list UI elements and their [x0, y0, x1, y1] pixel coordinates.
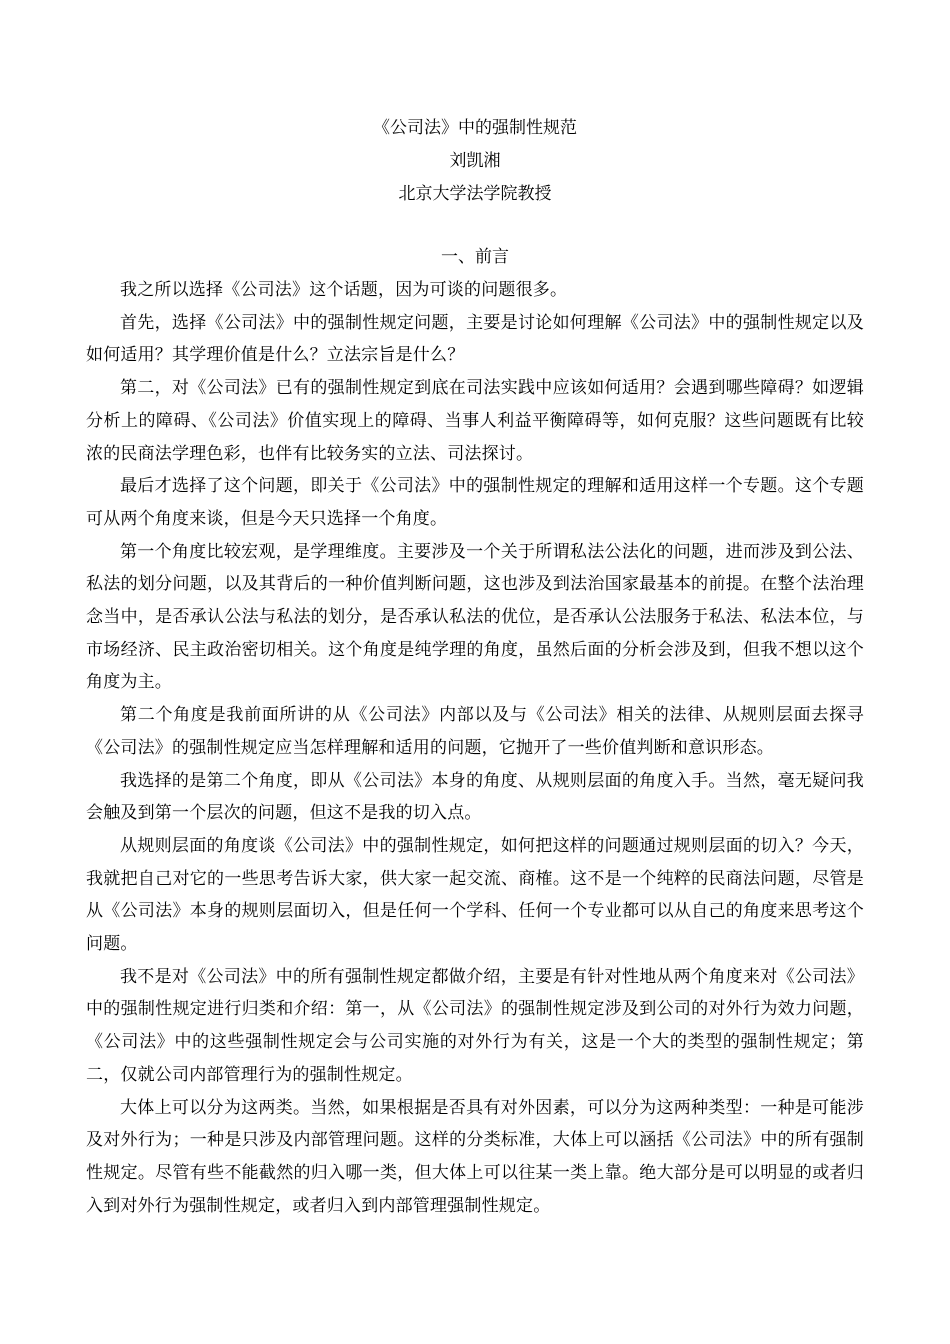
section-heading: 一、前言 — [441, 247, 509, 267]
paragraph: 从规则层面的角度谈《公司法》中的强制性规定，如何把这样的问题通过规则层面的切入？今天，我就把自己对它的一些思考告诉大家，供大家一起交流、商榷。这不是一个纯粹的民商法问题，尽管是从《公司法》本身的规则层面切入，但是任何一个学科、任何一个专业都可以从自己的角度来思考这个问题。 — [86, 835, 864, 955]
paragraph: 最后才选择了这个问题，即关于《公司法》中的强制性规定的理解和适用这样一个专题。这个专题可从两个角度来谈，但是今天只选择一个角度。 — [86, 476, 864, 529]
paragraph: 第二个角度是我前面所讲的从《公司法》内部以及与《公司法》相关的法律、从规则层面去探寻《公司法》的强制性规定应当怎样理解和适用的问题，它抛开了一些价值判断和意识形态。 — [86, 705, 864, 758]
paragraph: 第二，对《公司法》已有的强制性规定到底在司法实践中应该如何适用？会遇到哪些障碍？如逻辑分析上的障碍、《公司法》价值实现上的障碍、当事人利益平衡障碍等，如何克服？这些问题既有比较浓的民商法学理色彩，也伴有比较务实的立法、司法探讨。 — [86, 378, 864, 464]
paragraph: 第一个角度比较宏观，是学理维度。主要涉及一个关于所谓私法公法化的问题，进而涉及到公法、私法的划分问题，以及其背后的一种价值判断问题，这也涉及到法治国家最基本的前提。在整个法治理念当中，是否承认公法与私法的划分，是否承认私法的优位，是否承认公法服务于私法、私法本位，与市场经济、民主政治密切相关。这个角度是纯学理的角度，虽然后面的分析会涉及到，但我不想以这个角度为主。 — [86, 541, 864, 693]
paragraph: 首先，选择《公司法》中的强制性规定问题，主要是讨论如何理解《公司法》中的强制性规定以及如何适用？其学理价值是什么？立法宗旨是什么？ — [86, 312, 864, 366]
author-affiliation: 北京大学法学院教授 — [398, 184, 552, 204]
paragraph: 我之所以选择《公司法》这个话题，因为可谈的问题很多。 — [120, 280, 568, 300]
paragraph: 大体上可以分为这两类。当然，如果根据是否具有对外因素，可以分为这两种类型：一种是可能涉及对外行为；一种是只涉及内部管理问题。这样的分类标准，大体上可以涵括《公司法》中的所有强制性规定。尽管有些不能截然的归入哪一类，但大体上可以往某一类上靠。绝大部分是可以明显的或者归入到对外行为强制性规定，或者归入到内部管理强制性规定。 — [86, 1097, 864, 1216]
document-page — [86, 112, 864, 1222]
author-name: 刘凯湘 — [449, 151, 501, 171]
document-title: 《公司法》中的强制性规范 — [373, 118, 577, 138]
paragraph: 我选择的是第二个角度，即从《公司法》本身的角度、从规则层面的角度入手。当然，毫无疑问我会触及到第一个层次的问题，但这不是我的切入点。 — [86, 770, 864, 824]
spacer — [86, 211, 864, 241]
paragraph: 我不是对《公司法》中的所有强制性规定都做介绍，主要是有针对性地从两个角度来对《公司法》中的强制性规定进行归类和介绍：第一，从《公司法》的强制性规定涉及到公司的对外行为效力问题，《公司法》中的这些强制性规定会与公司实施的对外行为有关，这是一个大的类型的强制性规定；第二，仅就公司内部管理行为的强制性规定。 — [86, 966, 864, 1085]
